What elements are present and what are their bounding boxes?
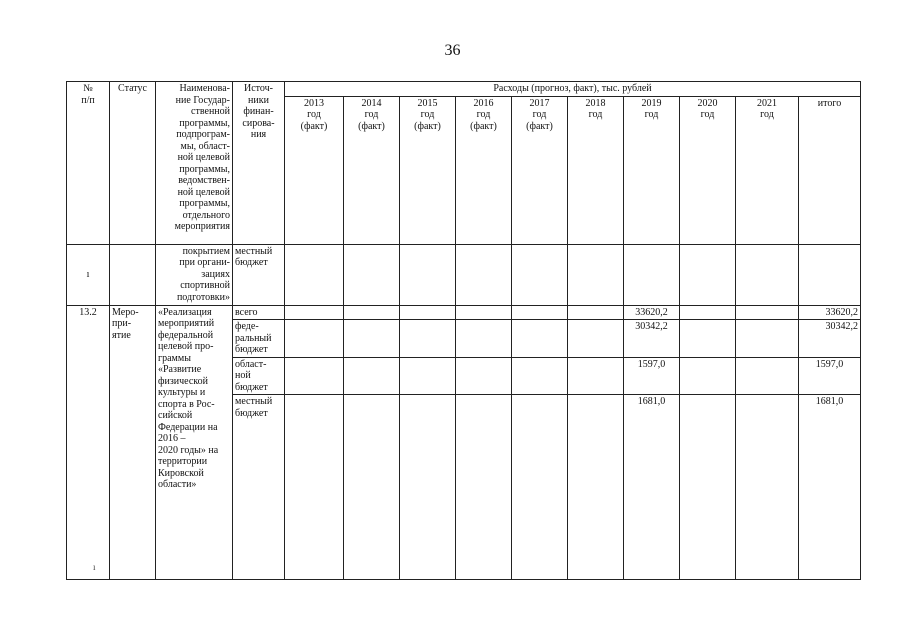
cell xyxy=(344,395,400,580)
cell xyxy=(736,395,799,580)
cell xyxy=(799,244,861,305)
cell xyxy=(400,395,456,580)
row-13-2-bottom-mark: ı xyxy=(93,561,96,572)
cell xyxy=(568,244,624,305)
source-total: всего xyxy=(233,305,285,320)
cell xyxy=(400,320,456,358)
cell xyxy=(512,395,568,580)
header-status: Статус xyxy=(110,82,156,245)
source-federal: феде- ральный бюджет xyxy=(233,320,285,358)
cell xyxy=(736,244,799,305)
expenses-table xyxy=(66,81,861,580)
cell xyxy=(456,357,512,395)
cell xyxy=(512,305,568,320)
year-2014: 2014 год (факт) xyxy=(344,96,400,244)
cell xyxy=(736,357,799,395)
year-2019: 2019 год xyxy=(624,96,680,244)
cell xyxy=(568,395,624,580)
cell xyxy=(624,244,680,305)
year-2017: 2017 год (факт) xyxy=(512,96,568,244)
year-total: итого xyxy=(799,96,861,244)
cell xyxy=(344,244,400,305)
value-total-regional: 1597,0 xyxy=(799,357,861,395)
cell xyxy=(285,305,344,320)
cell xyxy=(680,357,736,395)
cell xyxy=(680,244,736,305)
cell xyxy=(456,305,512,320)
year-2020: 2020 год xyxy=(680,96,736,244)
row-name: покрытием при органи- зациях спортивной подготовки» xyxy=(156,244,233,305)
cell xyxy=(344,320,400,358)
value-2019-regional: 1597,0 xyxy=(624,357,680,395)
cell xyxy=(736,305,799,320)
cell xyxy=(512,357,568,395)
row-source: местный бюджет xyxy=(233,244,285,305)
cell xyxy=(344,305,400,320)
table-row xyxy=(67,244,861,305)
value-total-federal: 30342,2 xyxy=(799,320,861,358)
cell xyxy=(512,244,568,305)
page-number: 36 xyxy=(444,42,461,59)
cell xyxy=(285,395,344,580)
value-2019-total: 33620,2 xyxy=(624,305,680,320)
row-13-2-name: «Реализация мероприятий федеральной целевой про- граммы «Развитие физической культуры и спорта в Рос- сийской Федерации на 2016 – 2020 годы» на территории Кировской области» xyxy=(156,305,233,580)
cell xyxy=(568,320,624,358)
cell xyxy=(456,244,512,305)
cell xyxy=(680,305,736,320)
header-row xyxy=(67,82,861,97)
cell xyxy=(456,320,512,358)
cell xyxy=(285,320,344,358)
cell xyxy=(400,305,456,320)
row-13-2-status: Меро- при- ятие xyxy=(110,305,156,580)
header-source: Источ- ники финан- сирова- ния xyxy=(233,82,285,245)
cell xyxy=(285,357,344,395)
cell xyxy=(568,305,624,320)
header-expenses: Расходы (прогноз, факт), тыс. рублей xyxy=(285,82,861,97)
year-2016: 2016 год (факт) xyxy=(456,96,512,244)
table-row xyxy=(67,305,861,320)
source-regional: област- ной бюджет xyxy=(233,357,285,395)
cell xyxy=(736,320,799,358)
value-total-total: 33620,2 xyxy=(799,305,861,320)
year-2013: 2013 год (факт) xyxy=(285,96,344,244)
cell xyxy=(680,395,736,580)
source-local: местный бюджет xyxy=(233,395,285,580)
cell xyxy=(456,395,512,580)
value-2019-local: 1681,0 xyxy=(624,395,680,580)
cell xyxy=(568,357,624,395)
cell xyxy=(344,357,400,395)
row-status xyxy=(110,244,156,305)
cell xyxy=(285,244,344,305)
header-name: Наименова- ние Государ- ственной программы, подпрограм- мы, област- ной целевой программы, ведомствен- ной целевой программы, отдельного мероприятия xyxy=(156,82,233,245)
cell xyxy=(400,244,456,305)
row-13-2-num xyxy=(67,305,110,580)
year-2015: 2015 год (факт) xyxy=(400,96,456,244)
cell xyxy=(680,320,736,358)
value-2019-federal: 30342,2 xyxy=(624,320,680,358)
row-num-mark: ı xyxy=(67,244,110,305)
year-2021: 2021 год xyxy=(736,96,799,244)
cell xyxy=(512,320,568,358)
header-num: № п/п xyxy=(67,82,110,245)
cell xyxy=(400,357,456,395)
year-2018: 2018 год xyxy=(568,96,624,244)
row-13-2-num-text: 13.2 xyxy=(79,306,97,318)
value-total-local: 1681,0 xyxy=(799,395,861,580)
